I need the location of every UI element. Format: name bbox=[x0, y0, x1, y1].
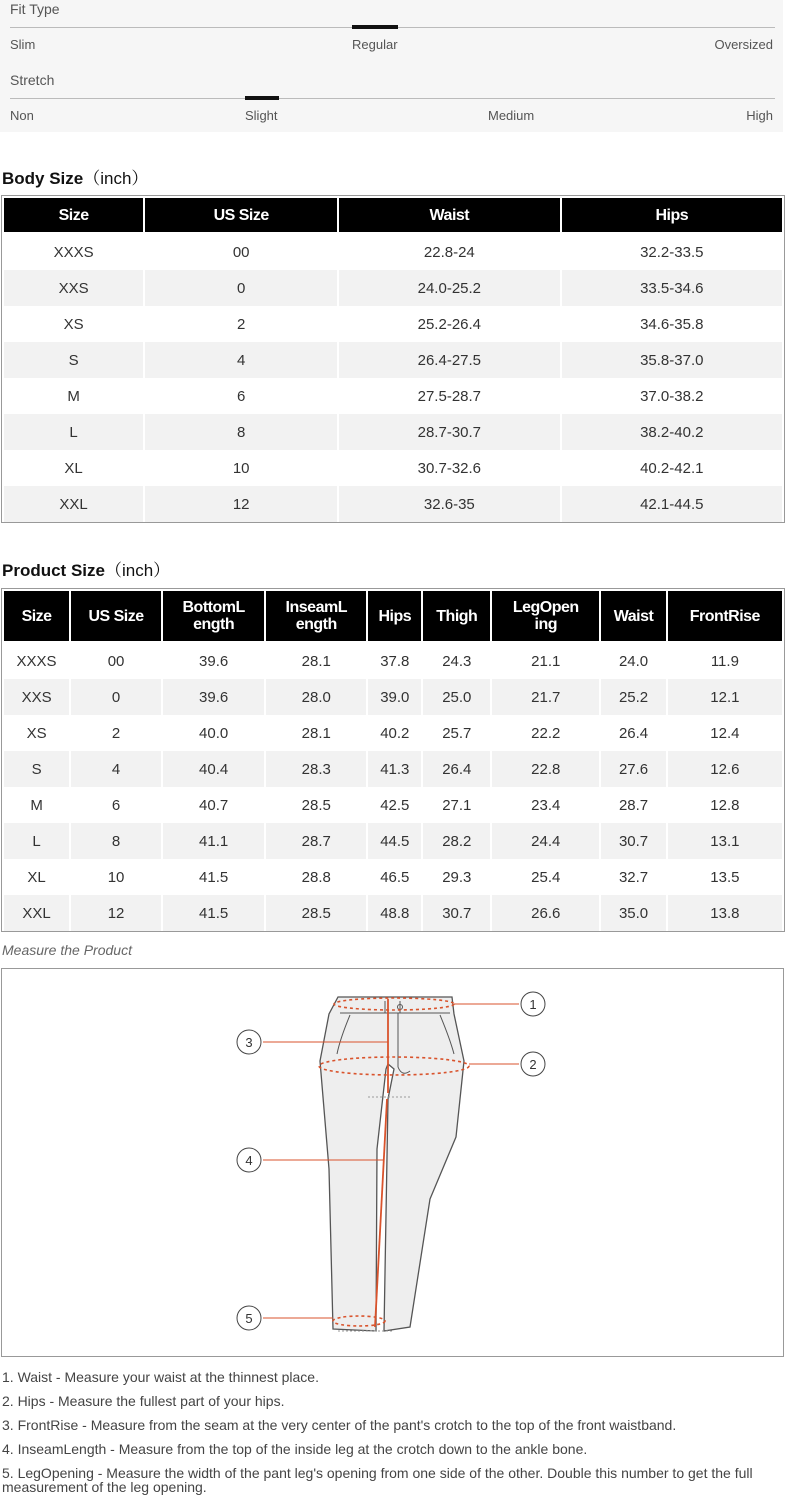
product-size-cell: 41.3 bbox=[368, 751, 421, 787]
product-size-cell: 26.4 bbox=[423, 751, 490, 787]
body-size-title-text: Body Size bbox=[2, 169, 84, 188]
body-size-cell: XXS bbox=[4, 270, 143, 306]
body-size-cell: 34.6-35.8 bbox=[640, 315, 704, 333]
callout-1-label: 1 bbox=[529, 997, 537, 1012]
product-size-header-cell: FrontRise bbox=[668, 589, 782, 643]
body-size-header-cell: Hips bbox=[562, 196, 782, 234]
product-size-cell: 39.6 bbox=[163, 679, 264, 715]
product-size-row bbox=[4, 787, 782, 823]
callout-4-label: 4 bbox=[245, 1153, 253, 1168]
measure-caption: Measure the Product bbox=[2, 942, 132, 958]
product-size-row bbox=[4, 679, 782, 715]
product-size-cell: 8 bbox=[71, 823, 161, 859]
fit-type-option-regular: Regular bbox=[352, 37, 398, 52]
stretch-marker bbox=[245, 96, 279, 100]
body-size-row bbox=[4, 450, 782, 486]
product-size-cell: 12 bbox=[71, 895, 161, 931]
product-size-table bbox=[1, 588, 785, 932]
body-size-cell: 28.7-30.7 bbox=[339, 414, 559, 450]
stretch-option-slight: Slight bbox=[245, 108, 278, 123]
body-size-cell: 40.2-42.1 bbox=[640, 459, 704, 477]
body-size-row bbox=[4, 486, 782, 522]
body-size-row bbox=[4, 378, 782, 414]
product-size-cell: XL bbox=[27, 868, 46, 886]
stretch-track bbox=[10, 98, 775, 99]
product-size-cell: 28.8 bbox=[301, 868, 331, 886]
product-size-cell: 28.3 bbox=[266, 751, 366, 787]
fit-type-option-oversized: Oversized bbox=[714, 37, 773, 52]
product-size-row bbox=[4, 859, 782, 895]
product-size-cell: 42.5 bbox=[380, 796, 410, 814]
product-size-cell: XXXS bbox=[16, 652, 57, 670]
product-size-cell: 28.2 bbox=[423, 823, 490, 859]
body-size-cell: 8 bbox=[145, 414, 337, 450]
product-size-title-text: Product Size bbox=[2, 561, 105, 580]
product-size-cell: 22.2 bbox=[531, 724, 561, 742]
product-size-row bbox=[4, 715, 782, 751]
callout-5 bbox=[237, 1306, 261, 1330]
product-size-cell: 28.5 bbox=[301, 796, 331, 814]
product-size-cell: 24.4 bbox=[492, 823, 599, 859]
body-size-row bbox=[4, 306, 782, 342]
callout-2-label: 2 bbox=[529, 1057, 537, 1072]
body-size-title bbox=[2, 164, 148, 189]
fit-type-marker bbox=[352, 25, 398, 29]
product-size-cell: 13.1 bbox=[668, 823, 782, 859]
body-size-cell: 00 bbox=[232, 243, 250, 261]
body-size-cell: L bbox=[4, 414, 143, 450]
body-size-unit: （inch） bbox=[83, 169, 149, 188]
product-size-unit: （inch） bbox=[104, 561, 171, 580]
callout-5-label: 5 bbox=[245, 1311, 253, 1326]
note-hips: 2. Hips - Measure the fullest part of your hips. bbox=[2, 1393, 285, 1409]
product-size-cell: 6 bbox=[111, 796, 121, 814]
body-size-table bbox=[1, 195, 785, 523]
product-size-cell: 41.5 bbox=[199, 868, 229, 886]
product-size-cell: 23.4 bbox=[531, 796, 561, 814]
fit-type-title: Fit Type bbox=[10, 1, 60, 17]
body-size-cell: S bbox=[4, 342, 143, 378]
product-size-cell: 41.1 bbox=[163, 823, 264, 859]
product-size-cell: 21.1 bbox=[531, 652, 561, 670]
product-size-cell: 25.2 bbox=[601, 679, 665, 715]
body-size-cell: 22.8-24 bbox=[423, 243, 475, 261]
product-size-cell: 11.9 bbox=[710, 652, 739, 670]
product-size-cell: 24.0 bbox=[618, 652, 649, 670]
body-size-cell: 32.2-33.5 bbox=[640, 243, 704, 261]
product-size-row bbox=[4, 823, 782, 859]
stretch-option-non: Non bbox=[10, 108, 34, 123]
product-size-cell: 28.1 bbox=[301, 724, 331, 742]
product-size-cell: 25.4 bbox=[531, 868, 561, 886]
product-size-cell: 12.8 bbox=[710, 796, 740, 814]
body-size-cell: XXXS bbox=[53, 243, 94, 261]
body-size-cell: 35.8-37.0 bbox=[562, 342, 782, 378]
pants-illustration bbox=[2, 969, 785, 1358]
product-size-cell: 30.7 bbox=[423, 895, 490, 931]
product-size-cell: 27.1 bbox=[442, 796, 472, 814]
stretch-option-high: High bbox=[746, 108, 773, 123]
note-waist: 1. Waist - Measure your waist at the thinnest place. bbox=[2, 1369, 319, 1385]
product-size-header-cell: Thigh bbox=[423, 589, 490, 643]
product-size-cell: XS bbox=[26, 724, 47, 742]
callout-4 bbox=[237, 1148, 261, 1172]
product-size-header-cell: Waist bbox=[601, 589, 665, 643]
product-size-cell: 12.4 bbox=[710, 724, 740, 742]
body-size-header-cell: Waist bbox=[339, 196, 559, 234]
product-size-header-cell: US Size bbox=[71, 589, 161, 643]
body-size-row bbox=[4, 270, 782, 306]
product-size-cell: 41.5 bbox=[163, 895, 264, 931]
body-size-header-cell: Size bbox=[4, 196, 143, 234]
pants-outline bbox=[320, 997, 464, 1331]
product-size-cell: 28.0 bbox=[266, 679, 366, 715]
product-size-cell: 40.2 bbox=[380, 724, 410, 742]
body-size-cell: 12 bbox=[145, 486, 337, 522]
product-size-cell: 39.0 bbox=[368, 679, 421, 715]
product-size-cell: M bbox=[30, 796, 43, 814]
note-frontrise: 3. FrontRise - Measure from the seam at the very center of the pant's crotch to the top of the front waistband. bbox=[2, 1417, 677, 1433]
callout-2 bbox=[521, 1052, 545, 1076]
fit-panel bbox=[0, 0, 783, 132]
callout-3 bbox=[237, 1030, 261, 1054]
body-size-cell: 37.0-38.2 bbox=[640, 387, 704, 405]
product-size-cell: 28.5 bbox=[266, 895, 366, 931]
product-size-cell: 39.6 bbox=[199, 652, 229, 670]
product-size-header-cell: InseamL ength bbox=[266, 589, 366, 643]
product-size-cell: 25.7 bbox=[442, 724, 472, 742]
product-size-cell: 28.7 bbox=[618, 796, 649, 814]
product-size-cell: XXL bbox=[4, 895, 69, 931]
product-size-cell: 44.5 bbox=[368, 823, 421, 859]
product-size-header-cell: Size bbox=[4, 589, 69, 643]
body-size-cell: 6 bbox=[236, 387, 246, 405]
body-size-cell: 26.4-27.5 bbox=[339, 342, 559, 378]
product-size-header-cell: LegOpen ing bbox=[492, 589, 599, 643]
product-size-cell: 26.4 bbox=[618, 724, 649, 742]
product-size-cell: 13.5 bbox=[710, 868, 740, 886]
product-size-cell: 22.8 bbox=[492, 751, 599, 787]
product-size-cell: 40.0 bbox=[199, 724, 229, 742]
fit-type-option-slim: Slim bbox=[10, 37, 36, 52]
product-size-cell: 37.8 bbox=[380, 652, 410, 670]
body-size-cell: XXL bbox=[4, 486, 143, 522]
body-size-row bbox=[4, 234, 782, 270]
body-size-cell: XS bbox=[63, 315, 84, 333]
product-size-cell: 40.4 bbox=[163, 751, 264, 787]
body-size-cell: 25.2-26.4 bbox=[417, 315, 482, 333]
callout-1 bbox=[521, 992, 545, 1016]
body-size-cell: 38.2-40.2 bbox=[562, 414, 782, 450]
body-size-header-cell: US Size bbox=[145, 196, 337, 234]
body-size-cell: XL bbox=[64, 459, 83, 477]
callout-3-label: 3 bbox=[245, 1035, 253, 1050]
product-size-cell: 35.0 bbox=[601, 895, 665, 931]
product-size-cell: 4 bbox=[71, 751, 161, 787]
product-size-cell: 2 bbox=[111, 724, 121, 742]
product-size-cell: 21.7 bbox=[492, 679, 599, 715]
body-size-cell: 24.0-25.2 bbox=[339, 270, 559, 306]
product-size-cell: 28.7 bbox=[266, 823, 366, 859]
product-size-cell: 12.1 bbox=[668, 679, 782, 715]
product-size-cell: 40.7 bbox=[199, 796, 229, 814]
body-size-row bbox=[4, 414, 782, 450]
product-size-cell: 26.6 bbox=[492, 895, 599, 931]
product-size-header-cell: BottomL ength bbox=[163, 589, 264, 643]
product-size-cell: 12.6 bbox=[668, 751, 782, 787]
product-size-cell: S bbox=[4, 751, 69, 787]
product-size-cell: 30.7 bbox=[601, 823, 665, 859]
measure-diagram bbox=[1, 968, 784, 1357]
product-size-cell: 13.8 bbox=[668, 895, 782, 931]
note-inseam: 4. InseamLength - Measure from the top of the inside leg at the crotch down to the ankle bone. bbox=[2, 1441, 588, 1457]
product-size-header-cell: Hips bbox=[368, 589, 421, 643]
product-size-cell: 27.6 bbox=[601, 751, 665, 787]
body-size-cell: 27.5-28.7 bbox=[417, 387, 482, 405]
product-size-cell: 29.3 bbox=[442, 868, 472, 886]
product-size-title bbox=[2, 556, 170, 581]
product-size-cell: 00 bbox=[107, 652, 125, 670]
body-size-cell: 10 bbox=[232, 459, 250, 477]
product-size-cell: 10 bbox=[107, 868, 125, 886]
product-size-cell: 48.8 bbox=[368, 895, 421, 931]
product-size-cell: XXS bbox=[4, 679, 69, 715]
product-size-row bbox=[4, 895, 782, 931]
product-size-cell: 25.0 bbox=[423, 679, 490, 715]
body-size-cell: M bbox=[67, 387, 80, 405]
body-size-cell: 33.5-34.6 bbox=[562, 270, 782, 306]
measure-notes bbox=[2, 1370, 782, 1500]
product-size-row bbox=[4, 643, 782, 679]
body-size-cell: 4 bbox=[145, 342, 337, 378]
product-size-cell: 46.5 bbox=[380, 868, 410, 886]
body-size-cell: 0 bbox=[145, 270, 337, 306]
product-size-cell: 0 bbox=[71, 679, 161, 715]
product-size-cell: 24.3 bbox=[442, 652, 472, 670]
product-size-cell: 32.7 bbox=[618, 868, 649, 886]
stretch-option-medium: Medium bbox=[488, 108, 535, 123]
stretch-title: Stretch bbox=[10, 72, 55, 88]
body-size-cell: 30.7-32.6 bbox=[417, 459, 482, 477]
note-legopening: 5. LegOpening - Measure the width of the pant leg's opening from one side of the other. Double this number to get the full measurement of the leg opening. bbox=[2, 1465, 753, 1495]
body-size-cell: 32.6-35 bbox=[339, 486, 559, 522]
body-size-row bbox=[4, 342, 782, 378]
body-size-cell: 2 bbox=[236, 315, 246, 333]
body-size-cell: 42.1-44.5 bbox=[562, 486, 782, 522]
product-size-cell: L bbox=[4, 823, 69, 859]
product-size-cell: 28.1 bbox=[301, 652, 331, 670]
product-size-row bbox=[4, 751, 782, 787]
